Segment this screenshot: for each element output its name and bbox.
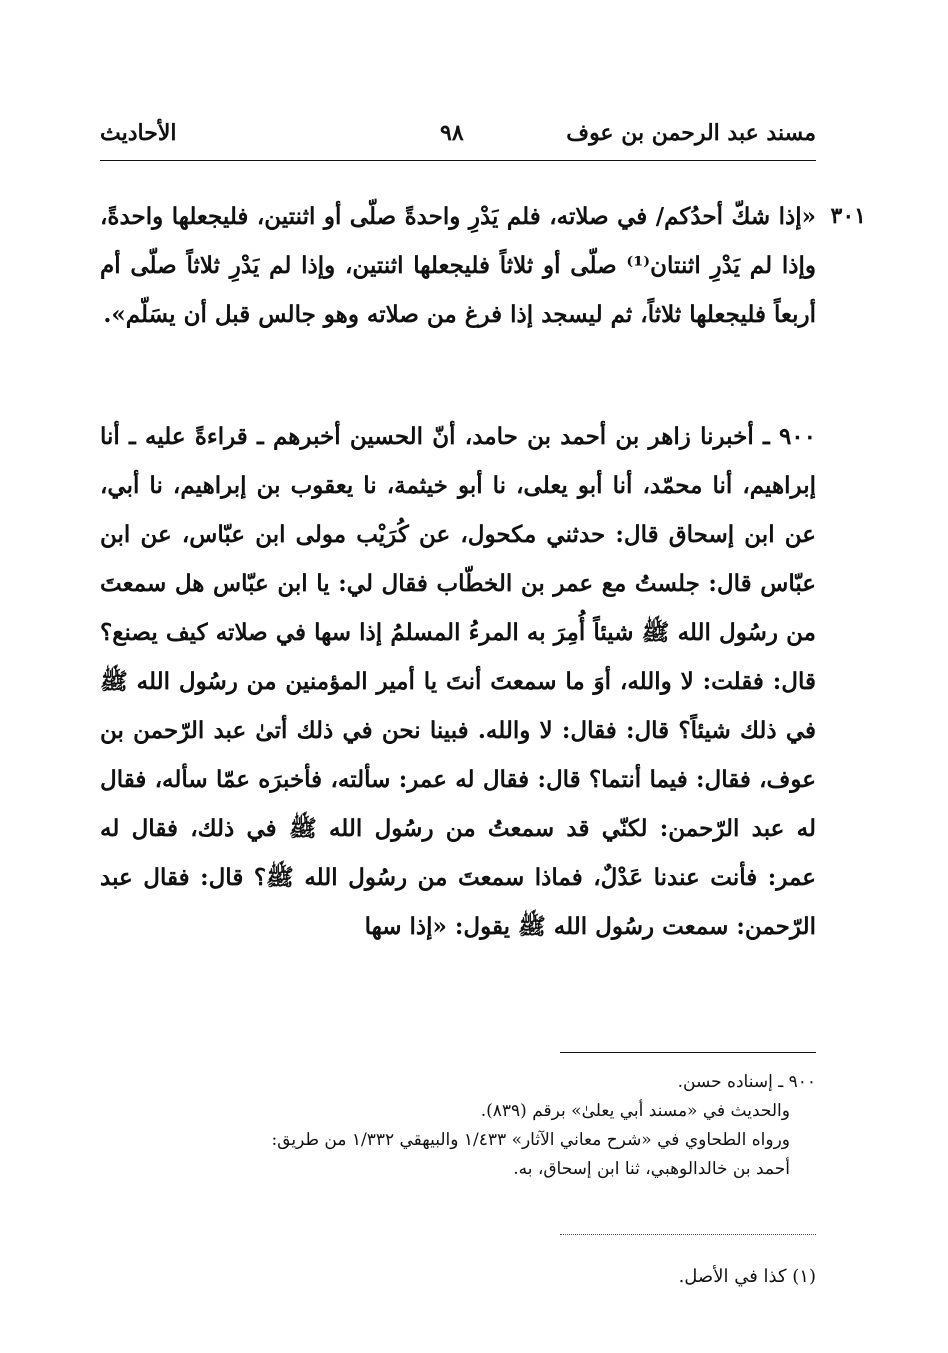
hadith-900-paragraph bbox=[100, 412, 816, 951]
running-header bbox=[100, 120, 816, 156]
footnote-line: والحديث في «مسند أبي يعلىٰ» برقم (٨٣٩). bbox=[480, 1101, 790, 1121]
footnote-line: ورواه الطحاوي في «شرح معاني الآثار» ١/٤٣٣ والبيهقي ١/٣٣٢ من طريق: bbox=[271, 1130, 790, 1150]
page-number: ٩٨ bbox=[440, 120, 464, 146]
footnote-rule bbox=[560, 1052, 816, 1053]
book-title: مسند عبد الرحمن بن عوف bbox=[566, 120, 816, 146]
header-rule bbox=[100, 160, 816, 161]
hadith-900-body: ـ أخبرنا زاهر بن أحمد بن حامد، أنّ الحسين أخبرهم ـ قراءةً عليه ـ أنا إبراهيم، أنا محمّد، أنا أبو يعلى، نا أبو خيثمة، نا يعقوب بن إبراهيم، نا أبي، عن ابن إسحاق قال: حدثني مكحول، عن كُرَيْب مولى ابن عبّاس، عن ابن عبّاس قال: جلستُ مع عمر بن الخطّاب فقال لي: يا ابن عبّاس هل سمعتَ من رسُول الله ﷺ شيئاً أُمِرَ به المرءُ المسلمُ إذا سها في صلاته كيف يصنع؟ قال: فقلت: لا والله، أوَ ما سمعتَ أنتَ يا أمير المؤمنين من رسُول الله ﷺ في ذلك شيئاً؟ قال: فقال: لا والله. فبينا نحن في ذلك أتىٰ عبد الرّحمن بن عوف، فقال: فيما أنتما؟ قال: فقال له عمر: سألته، فأخبرَه عمّا سأله، فقال له عبد الرّحمن: لكنّي قد سمعتُ من رسُول الله ﷺ في ذلك، فقال له عمر: فأنت عندنا عَدْلٌ، فماذا سمعتَ من رسُول الله ﷺ؟ قال: فقال عبد الرّحمن: سمعت رسُول الله ﷺ يقول: «إذا سها bbox=[100, 423, 816, 940]
hadith-301-number: ٣٠١ bbox=[830, 203, 866, 229]
section-title: الأحاديث bbox=[100, 120, 177, 146]
hadith-900-number: ٩٠٠ bbox=[778, 423, 816, 450]
footnotes bbox=[100, 1068, 816, 1184]
margin-note: (١) كذا في الأصل. bbox=[678, 1266, 816, 1287]
hadith-301-body: «إذا شكّ أحدُكم/ في صلاته، فلم يَدْرِ واحدةً صلّى أو اثنتين، فليجعلها واحدةً، وإذا لم يَدْرِ اثنتان⁽¹⁾ صلّى أو ثلاثاً فليجعلها اثنتين، وإذا لم يَدْرِ ثلاثاً صلّى أم أربعاً فليجعلها ثلاثاً، ثم ليسجد إذا فرغ من صلاته وهو جالس قبل أن يسَلّم». bbox=[100, 203, 816, 328]
footnote-line: ٩٠٠ ـ إسناده حسن. bbox=[677, 1072, 816, 1092]
footnote-line: أحمد بن خالدالوهبي، ثنا ابن إسحاق، به. bbox=[513, 1159, 790, 1179]
dotted-rule bbox=[560, 1234, 816, 1235]
hadith-301-text bbox=[100, 192, 816, 339]
